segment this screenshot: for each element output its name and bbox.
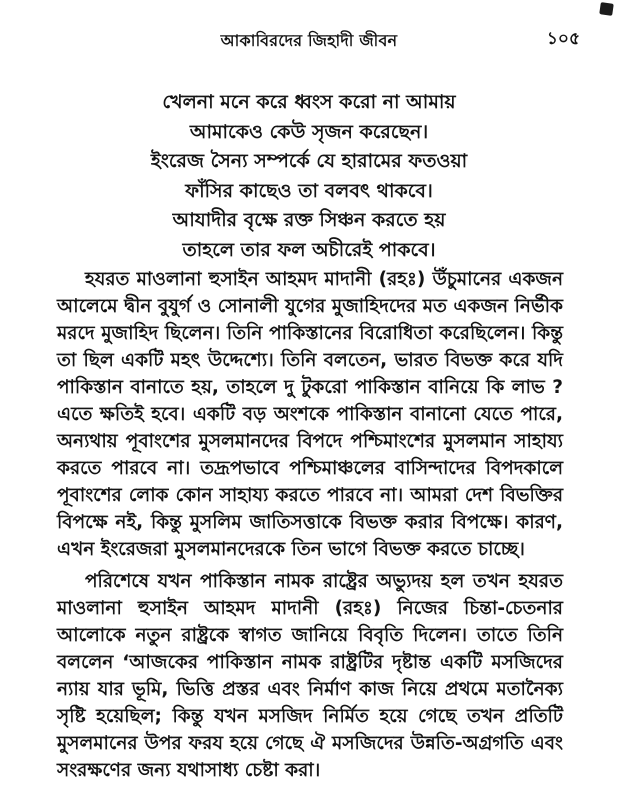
poem-line: আমাকেও কেউ সৃজন করেছেন। <box>189 120 429 143</box>
poem-line: ফাঁসির কাছেও তা বলবৎ থাকবে। <box>185 179 433 202</box>
paragraph-1: হযরত মাওলানা হুসাইন আহমদ মাদানী (রহঃ) উঁচুমানের একজন আলেমে দ্বীন বুযুর্গ ও সোনালী যুগের মুজাহিদদের মত একজন নির্ভীক মরদে মুজাহিদ ছিলেন। তিনি পাকিস্তানের বিরোধিতা করেছিলেন। কিন্তু তা ছিল একটি মহৎ উদ্দেশ্যে। তিনি বলতেন, ভারত বিভক্ত করে যদি পাকিস্তান বানাতে হয়, তাহলে দু টুকরো পাকিস্তান বানিয়ে কি লাভ ? এতে ক্ষতিই হবে। একটি বড় অংশকে পাকিস্তান বানানো যেতে পারে, অন্যথায় পূবাংশের মুসলমানদের বিপদে পশ্চিমাংশের মুসলমান সাহায্য করতে পারবে না। তদ্রূপভাবে পশ্চিমাঞ্চলের বাসিন্দাদের বিপদকালে পূবাংশের লোক কোন সাহায্য করতে পারবে না। আমরা দেশ বিভক্তির বিপক্ষে নই, কিন্তু মুসলিম জাতিসত্তাকে বিভক্ত করার বিপক্ষে। কারণ, এখন ইংরেজরা মুসলমানদেরকে তিন ভাগে বিভক্ত করতে চাচ্ছে। <box>57 269 563 560</box>
poem-line: ইংরেজ সৈন্য সম্পর্কে যে হারামের ফতওয়া <box>150 150 468 172</box>
poem-line: আযাদীর বৃক্ষে রক্ত সিঞ্চন করতে হয় <box>172 209 446 231</box>
scan-artifact <box>599 2 614 16</box>
body-text <box>57 266 563 784</box>
poem-line: তাহলে তার ফল অচীরেই পাকবে। <box>182 238 436 261</box>
page-number: ১০৫ <box>546 29 580 49</box>
paragraph-2: পরিশেষে যখন পাকিস্তান নামক রাষ্ট্রের অভ্যুদয় হল তখন হযরত মাওলানা হুসাইন আহমদ মাদানী (রহঃ) নিজের চিন্তা-চেতনার আলোকে নতুন রাষ্ট্রকে স্বাগত জানিয়ে বিবৃতি দিলেন। তাতে তিনি বললেন ‘আজকের পাকিস্তান নামক রাষ্ট্রটির দৃষ্টান্ত একটি মসজিদের ন্যায় যার ভূমি, ভিত্তি প্রস্তর এবং নির্মাণ কাজ নিয়ে প্রথমে মতানৈক্য সৃষ্টি হয়েছিল; কিন্তু যখন মসজিদ নির্মিত হয়ে গেছে তখন প্রতিটি মুসলমানের উপর ফরয হয়ে গেছে ঐ মসজিদের উন্নতি-অগ্রগতি এবং সংরক্ষণের জন্য যথাসাধ্য চেষ্টা করা। <box>57 571 563 781</box>
poem-line: খেলনা মনে করে ধ্বংস করো না আমায় <box>162 91 456 113</box>
running-title: আকাবিরদের জিহাদী জীবন <box>220 31 398 50</box>
poem-block <box>0 88 618 265</box>
